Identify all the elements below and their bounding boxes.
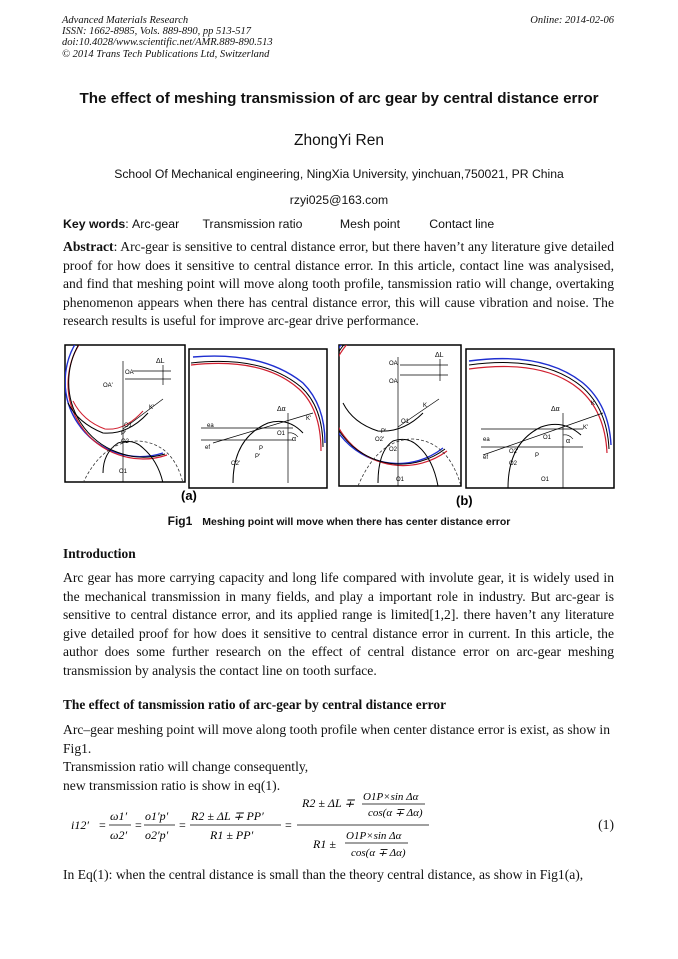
fig-label: P'	[121, 431, 127, 437]
fig-label: K'	[583, 425, 589, 431]
keyword-item: Transmission ratio	[202, 217, 303, 231]
online-date: Online: 2014-02-06	[530, 15, 614, 26]
eq-lhs: i12′	[71, 818, 89, 832]
keyword-item: Contact line	[429, 217, 495, 231]
fig-label: α	[292, 436, 297, 443]
author-email: rzyi025@163.com	[289, 193, 389, 207]
eq-frac-num: O1P×sin Δα	[346, 830, 402, 842]
panel-label-b: (b)	[456, 493, 473, 508]
eq-frac-num: O1P×sin Δα	[363, 791, 419, 803]
fig-label: O1	[401, 419, 410, 425]
introduction-paragraph: Arc gear has more carrying capacity and long life compared with involute gear, it is widely used in the mechanical transmission in many fields, and play a important role in industry. But arc-gear is sensitive to central distance error, and its applied range is limited[1,2]. there haven’t any literature give detailed proof for how does it sensitive to central distance error in current. In this article, the author does some further research on the effect of central distance error on arc-gear meshing transmission by analysis the contact line on tooth surface.	[63, 570, 614, 678]
fig-label: P'	[381, 429, 387, 435]
eq-equals: =	[285, 818, 292, 832]
copyright-line: © 2014 Trans Tech Publications Ltd, Switzerland	[62, 48, 270, 60]
fig-label: P'	[255, 454, 261, 460]
fig-label: O1	[543, 435, 552, 441]
journal-name: Advanced Materials Research	[62, 15, 189, 26]
fig-label: OA	[389, 361, 398, 367]
fig-label: O1	[277, 431, 286, 437]
fig-label: K	[423, 403, 428, 409]
fig-label: OA	[389, 379, 398, 385]
fig-label: P	[535, 453, 540, 459]
doi-line: doi:10.4028/www.scientific.net/AMR.889-890.513	[62, 37, 273, 49]
fig-label: ea	[483, 437, 490, 443]
fig-label: α	[566, 438, 571, 445]
section2-line: Transmission ratio will change consequently,	[63, 759, 309, 775]
fig-label: OA	[125, 370, 134, 376]
equation-1	[63, 788, 614, 864]
fig-label: O2	[509, 461, 518, 467]
eq-frac-den: cos(α ∓ Δα)	[351, 847, 406, 859]
fig-label: K	[591, 401, 596, 407]
keywords-line: Key words: Arc-gear Transmission ratio Mesh point Contact line	[63, 217, 495, 231]
section2-paragraph	[63, 721, 614, 795]
panel-label-a: (a)	[181, 488, 197, 503]
figure-caption-label: Fig1	[167, 514, 193, 528]
fig-panel-b-right	[466, 349, 614, 488]
fig-label: O1	[541, 477, 550, 483]
fig-panel-b-left	[325, 343, 461, 486]
fig-label: ef	[205, 445, 211, 451]
fig-label: O2'	[231, 461, 241, 467]
fig-label: O2	[121, 439, 130, 445]
eq-den-big: R1 ±	[313, 837, 336, 851]
fig-panel-a-left	[65, 343, 185, 483]
fig-panel-a-right	[189, 349, 327, 488]
equation-number: (1)	[598, 817, 614, 832]
fig-label: O2'	[375, 437, 385, 443]
eq-equals: =	[99, 818, 106, 832]
paper-title: The effect of meshing transmission of arc gear by central distance error	[79, 90, 599, 107]
abstract-text: : Arc-gear is sensitive to central distance error, but there haven’t any literature give detailed proof for how does it sensitive to central distance error. In this article, contact line was analysised, and find that meshing point will move along tooth profile, tansmission ratio will change, overtaking phenomenon appears when there has central distance error, this will cause vibration and noise. The research results is useful for improve arc-gear drive performance.	[63, 239, 614, 329]
section-heading-introduction: Introduction	[63, 546, 136, 561]
keyword-item: Arc-gear	[132, 217, 180, 231]
fig-label: ΔL	[435, 352, 444, 359]
journal-header	[62, 15, 273, 60]
figure-caption	[0, 514, 678, 528]
author-name: ZhongYi Ren	[294, 132, 384, 149]
fig-label: OA'	[103, 383, 113, 389]
eq-frac-den: cos(α ∓ Δα)	[368, 807, 423, 819]
eq-num-big: R2 ± ΔL ∓	[302, 796, 355, 810]
section-heading-transmission-ratio: The effect of tansmission ratio of arc-gear by central distance error	[63, 697, 447, 712]
eq-omega1: ω1′	[110, 809, 128, 823]
eq-o1p: o1′p′	[145, 809, 169, 823]
section2-line: new transmission ratio is show in eq(1).	[63, 777, 281, 793]
fig-label: O1	[396, 477, 405, 483]
eq-omega2: ω2′	[110, 828, 128, 842]
fig-label: O2	[389, 447, 398, 453]
fig-label: K'	[306, 416, 312, 422]
eq-o2p: o2′p′	[145, 828, 169, 842]
figure-caption-text: Meshing point will move when there has center distance error	[202, 516, 511, 528]
abstract-label: Abstract	[63, 239, 114, 254]
abstract	[63, 238, 614, 331]
issn-line: ISSN: 1662-8985, Vols. 889-890, pp 513-517	[62, 26, 251, 38]
eq-explanation-line: In Eq(1): when the central distance is small than the theory central distance, as show in Fig1(a),	[63, 867, 584, 882]
fig-label: ef	[483, 455, 489, 461]
eq-num-simple: R2 ± ΔL ∓ PP′	[191, 809, 264, 823]
keyword-item: Mesh point	[339, 217, 401, 231]
fig-label: O1	[119, 469, 128, 475]
fig-label: Δα	[551, 406, 560, 413]
eq-equals: =	[179, 818, 186, 832]
fig-label: P	[259, 446, 264, 452]
section2-line: Arc–gear meshing point will move along tooth profile when center distance error is exist, as show in Fig1.	[63, 722, 611, 756]
fig-label: ea	[207, 423, 214, 429]
fig-label: O1	[124, 423, 133, 429]
affiliation: School Of Mechanical engineering, NingXia University, yinchuan,750021, PR China	[114, 167, 564, 181]
fig-label: K'	[149, 405, 155, 411]
fig-label: ΔL	[156, 358, 165, 365]
eq-equals: =	[135, 818, 142, 832]
keywords-label: Key words	[63, 217, 126, 231]
fig-label: Δα	[277, 406, 286, 413]
fig-label: O2'	[509, 449, 519, 455]
eq-den-simple: R1 ± PP′	[210, 828, 254, 842]
figure-1	[63, 343, 618, 508]
